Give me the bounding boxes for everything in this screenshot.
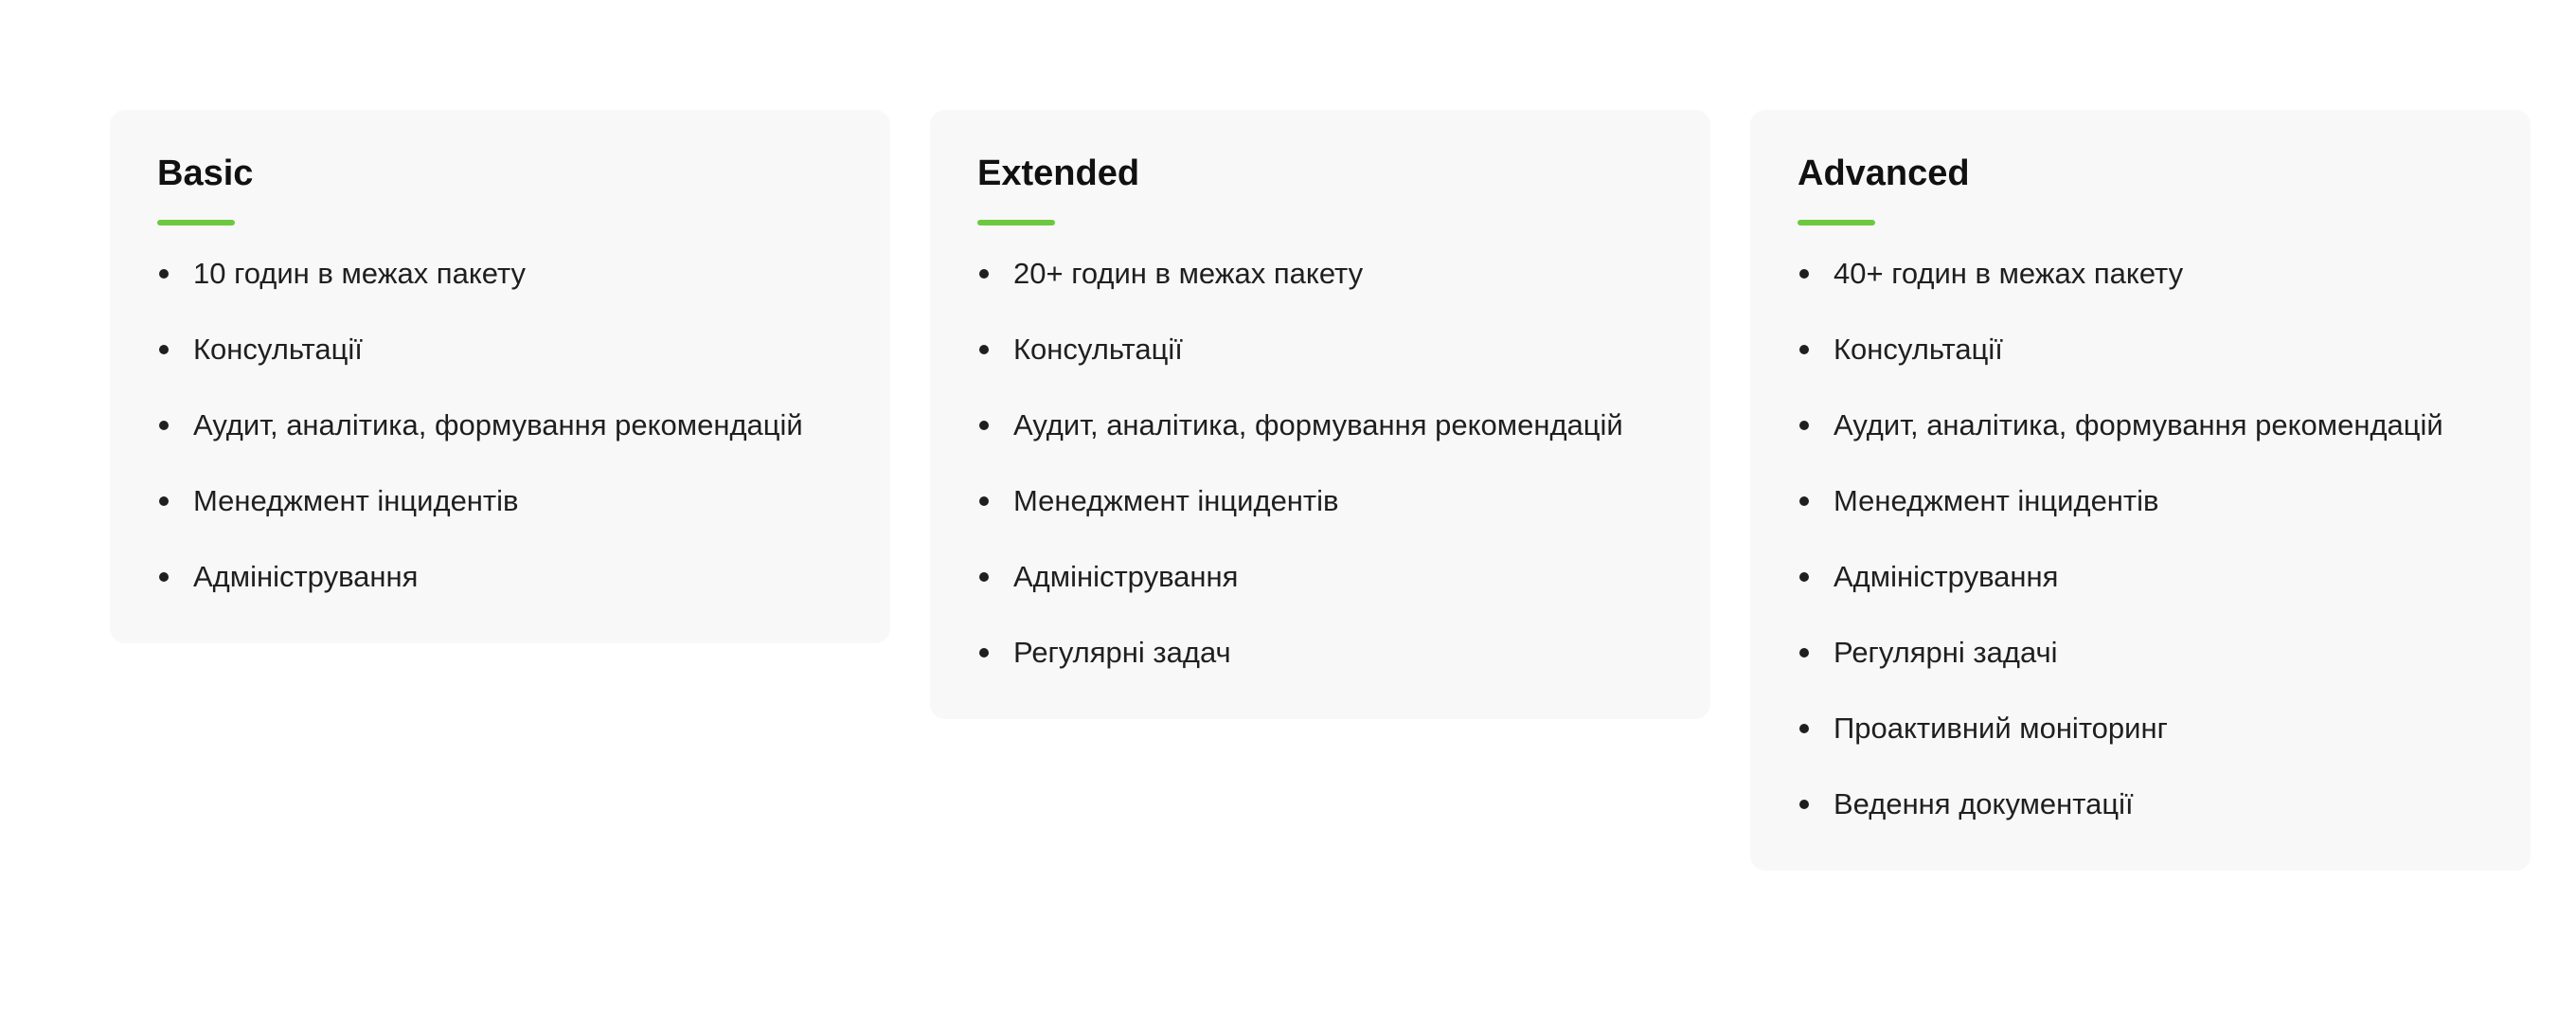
feature-text: Консультації bbox=[1834, 333, 2003, 366]
feature-item bbox=[157, 406, 843, 444]
bullet-icon bbox=[159, 496, 169, 506]
feature-item bbox=[977, 558, 1663, 596]
title-underline bbox=[1798, 220, 1875, 225]
pricing-plans bbox=[110, 110, 2531, 871]
bullet-icon bbox=[1799, 572, 1809, 582]
feature-text: Менеджмент інцидентів bbox=[1013, 484, 1339, 517]
feature-item bbox=[977, 634, 1663, 672]
plan-title: Advanced bbox=[1798, 153, 1970, 193]
feature-item bbox=[977, 406, 1663, 444]
feature-text: Адміністрування bbox=[193, 560, 419, 593]
title-underline bbox=[977, 220, 1055, 225]
feature-text: Аудит, аналітика, формування рекомендацій bbox=[1013, 408, 1623, 441]
bullet-icon bbox=[1799, 269, 1809, 279]
feature-text: 10 годин в межах пакету bbox=[193, 257, 526, 290]
plan-title: Basic bbox=[157, 153, 254, 193]
title-underline bbox=[157, 220, 235, 225]
feature-list bbox=[977, 255, 1663, 672]
feature-item bbox=[157, 331, 843, 369]
feature-text: Менеджмент інцидентів bbox=[1834, 484, 2159, 517]
bullet-icon bbox=[1799, 648, 1809, 658]
bullet-icon bbox=[1799, 724, 1809, 733]
feature-text: Менеджмент інцидентів bbox=[193, 484, 519, 517]
feature-text: Консультації bbox=[1013, 333, 1183, 366]
feature-item bbox=[1798, 331, 2483, 369]
bullet-icon bbox=[1799, 496, 1809, 506]
plan-card-extended bbox=[930, 110, 1710, 719]
feature-item bbox=[1798, 255, 2483, 293]
feature-item bbox=[157, 482, 843, 520]
feature-item bbox=[1798, 558, 2483, 596]
feature-item bbox=[157, 558, 843, 596]
feature-item bbox=[1798, 634, 2483, 672]
feature-item bbox=[1798, 710, 2483, 748]
feature-item bbox=[977, 255, 1663, 293]
plan-title: Extended bbox=[977, 153, 1140, 193]
feature-text: Консультації bbox=[193, 333, 363, 366]
feature-item bbox=[1798, 482, 2483, 520]
bullet-icon bbox=[1799, 345, 1809, 354]
feature-list bbox=[157, 255, 843, 596]
bullet-icon bbox=[159, 269, 169, 279]
bullet-icon bbox=[159, 345, 169, 354]
bullet-icon bbox=[979, 421, 989, 430]
feature-item bbox=[157, 255, 843, 293]
bullet-icon bbox=[979, 496, 989, 506]
feature-text: Проактивний моніторинг bbox=[1834, 712, 2168, 745]
feature-list bbox=[1798, 255, 2483, 823]
bullet-icon bbox=[1799, 421, 1809, 430]
feature-text: Ведення документації bbox=[1834, 787, 2134, 820]
feature-text: 20+ годин в межах пакету bbox=[1013, 257, 1364, 290]
bullet-icon bbox=[1799, 800, 1809, 809]
feature-item bbox=[977, 331, 1663, 369]
feature-item bbox=[1798, 785, 2483, 823]
feature-text: Аудит, аналітика, формування рекомендацій bbox=[1834, 408, 2443, 441]
bullet-icon bbox=[159, 421, 169, 430]
feature-item bbox=[977, 482, 1663, 520]
feature-item bbox=[1798, 406, 2483, 444]
feature-text: 40+ годин в межах пакету bbox=[1834, 257, 2184, 290]
bullet-icon bbox=[979, 345, 989, 354]
bullet-icon bbox=[979, 572, 989, 582]
plan-card-basic bbox=[110, 110, 890, 643]
feature-text: Регулярні задачі bbox=[1834, 636, 2058, 669]
feature-text: Аудит, аналітика, формування рекомендацій bbox=[193, 408, 803, 441]
plan-card-advanced bbox=[1750, 110, 2531, 871]
bullet-icon bbox=[979, 648, 989, 658]
bullet-icon bbox=[979, 269, 989, 279]
feature-text: Адміністрування bbox=[1013, 560, 1239, 593]
feature-text: Адміністрування bbox=[1834, 560, 2059, 593]
feature-text: Регулярні задач bbox=[1013, 636, 1231, 669]
bullet-icon bbox=[159, 572, 169, 582]
